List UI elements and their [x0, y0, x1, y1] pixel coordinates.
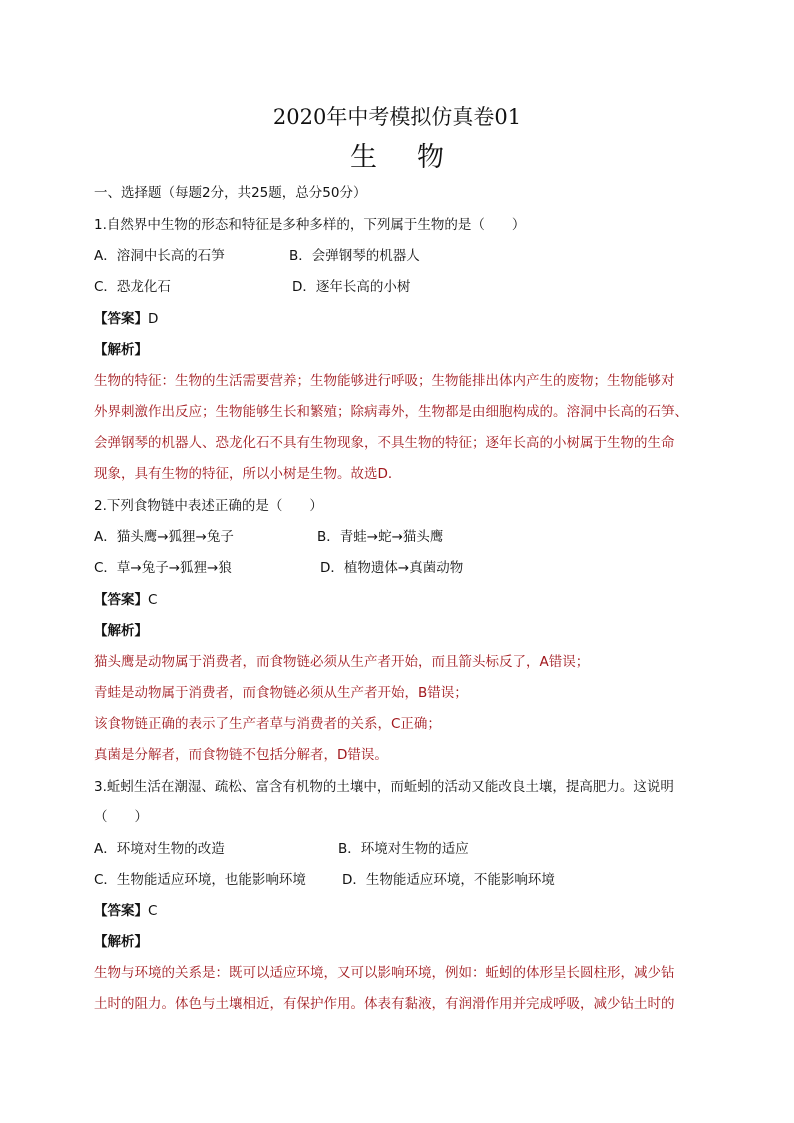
q2-stem: 2.下列食物链中表述正确的是（ ）	[94, 498, 323, 514]
q3-analysis-label: 【解析】	[94, 934, 148, 950]
q3-analysis-line: 土时的阻力。体色与土壤相近，有保护作用。体表有黏液，有润滑作用并完成呼吸，减少钻土时的	[94, 996, 675, 1012]
exam-subject	[0, 140, 794, 176]
q1-analysis-line: 会弹钢琴的机器人、恐龙化石不具有生物现象，不具生物的特征；逐年长高的小树属于生物的生命	[94, 435, 675, 451]
q2-option-c: C．草→兔子→狐狸→狼	[94, 560, 232, 576]
q2-option-a: A．猫头鹰→狐狸→兔子	[94, 529, 234, 545]
answer-label: 【答案】	[94, 903, 148, 919]
q3-option-a: A．环境对生物的改造	[94, 841, 225, 857]
q2-option-d: D．植物遗体→真菌动物	[320, 560, 464, 576]
q1-analysis-line: 现象，具有生物的特征，所以小树是生物。故选D．	[94, 466, 402, 482]
q3-stem-cont: （ ）	[94, 809, 148, 825]
section-header: 一、选择题（每题2分，共25题，总分50分）	[94, 185, 367, 201]
q2-analysis-label: 【解析】	[94, 623, 148, 639]
q1-analysis-line: 外界刺激作出反应；生物能够生长和繁殖；除病毒外，生物都是由细胞构成的。溶洞中长高的石笋、	[94, 404, 688, 420]
q2-analysis-line: 真菌是分解者，而食物链不包括分解者，D错误。	[94, 747, 388, 763]
answer-label: 【答案】	[94, 592, 148, 608]
q3-analysis-line: 生物与环境的关系是：既可以适应环境，又可以影响环境，例如：蚯蚓的体形呈长圆柱形，减少钻	[94, 965, 675, 981]
subject-char-2: 物	[417, 142, 444, 173]
q1-analysis-label: 【解析】	[94, 342, 148, 358]
q1-option-a: A．溶洞中长高的石笋	[94, 248, 225, 264]
q1-option-b: B．会弹钢琴的机器人	[289, 248, 420, 264]
q2-analysis-line: 猫头鹰是动物属于消费者，而食物链必须从生产者开始，而且箭头标反了，A错误；	[94, 654, 590, 670]
q1-answer-value: D	[148, 311, 159, 327]
subject-char-1: 生	[350, 142, 377, 173]
q1-option-d: D．逐年长高的小树	[292, 279, 411, 295]
q3-answer	[94, 901, 157, 921]
q2-answer-value: C	[148, 592, 158, 608]
q3-option-c: C．生物能适应环境，也能影响环境	[94, 872, 306, 888]
q2-answer	[94, 590, 157, 610]
q1-analysis-line: 生物的特征：生物的生活需要营养；生物能够进行呼吸；生物能排出体内产生的废物；生物能够对	[94, 373, 675, 389]
q3-option-d: D．生物能适应环境，不能影响环境	[342, 872, 555, 888]
q2-analysis-line: 青蛙是动物属于消费者，而食物链必须从生产者开始，B错误；	[94, 685, 468, 701]
q1-option-c: C．恐龙化石	[94, 279, 171, 295]
q1-stem: 1.自然界中生物的形态和特征是多种多样的，下列属于生物的是（ ）	[94, 217, 526, 233]
q3-option-b: B．环境对生物的适应	[338, 841, 469, 857]
q2-option-b: B．青蛙→蛇→猫头鹰	[317, 529, 444, 545]
q1-answer	[94, 309, 158, 329]
q3-stem: 3.蚯蚓生活在潮湿、疏松、富含有机物的土壤中，而蚯蚓的活动又能改良土壤，提高肥力。这说明	[94, 779, 674, 795]
answer-label: 【答案】	[94, 311, 148, 327]
q2-analysis-line: 该食物链正确的表示了生产者草与消费者的关系，C正确；	[94, 716, 441, 732]
q3-answer-value: C	[148, 903, 158, 919]
exam-title: 2020年中考模拟仿真卷01	[272, 105, 522, 129]
